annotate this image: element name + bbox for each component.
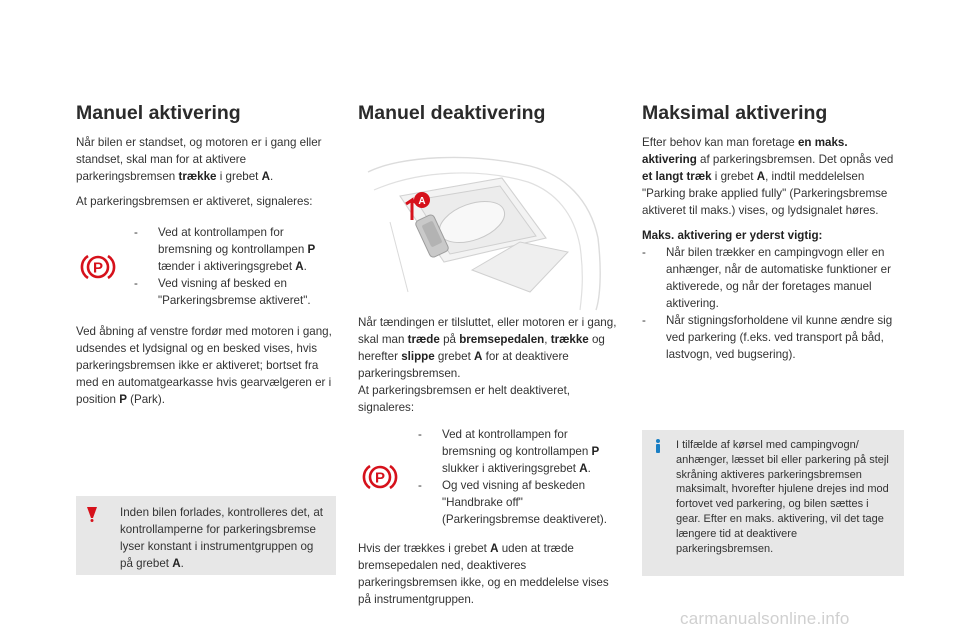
warning-icon xyxy=(84,506,100,522)
svg-text:P: P xyxy=(374,469,386,487)
column-manual-deactivation xyxy=(358,100,622,134)
info-box xyxy=(642,430,904,576)
max-important-list xyxy=(642,244,900,363)
brake-lever-illustration xyxy=(360,142,610,312)
heading-manual-deactivation: Manuel deaktivering xyxy=(358,102,546,124)
paragraph-door-warning: Ved åbning af venstre fordør med motoren i gang, udsendes et lydsignal og en besked vises, hvis parkeringsbremsen ikke er aktiveret; bortset fra med en automatgearkasse hvis gearvælgeren er i position P (Park). xyxy=(76,325,332,406)
deactivation-signal-list xyxy=(418,426,618,528)
svg-text:P: P xyxy=(92,259,104,276)
info-text: I tilfælde af kørsel med campingvogn/ anhænger, læsset bil eller parkering på stejl skråning aktiveres parkeringsbremsen maksimalt, hvorefter hjulene drejes ind mod fortovet ved parkering, og bilen sættes i gear. Efter en maks. aktivering, vil det tage længere tid at deaktivere parkeringsbremsen. xyxy=(676,439,889,555)
paragraph-signal-intro: At parkeringsbremsen er aktiveret, signaleres: xyxy=(76,195,313,208)
signal-list xyxy=(134,224,334,309)
list-item: - Ved visning af besked en "Parkeringsbremse aktiveret". xyxy=(134,277,311,307)
info-icon xyxy=(650,438,666,454)
paragraph-deactivation-intro: Når tændingen er tilsluttet, eller motoren er i gang, skal man træde på bremsepedalen, trække og herefter slippe grebet A for at deaktivere parkeringsbremsen. At parkeringsbremsen er helt deaktiveret, signaleres: xyxy=(358,316,617,414)
paragraph-pull-without-brake: Hvis der trækkes i grebet A uden at træde bremsepedalen ned, deaktiveres parkeringsbremsen ikke, og en meddelelse vises på instrumentgruppen. xyxy=(358,542,609,606)
list-item: - Når stigningsforholdene vil kunne ændre sig ved parkering (f.eks. ved transport på båd, lastvogn, ved bugsering). xyxy=(642,314,893,361)
paragraph-max-intro: Efter behov kan man foretage en maks. aktivering af parkeringsbremsen. Det opnås ved et langt træk i grebet A, indtil meddelelsen "Parking brake applied fully" (Parkeringsbremse aktiveret til maks.) vises, og lydsignalet høres. xyxy=(642,136,894,217)
warning-box xyxy=(76,496,336,575)
column-manual-activation xyxy=(76,100,340,416)
warning-text: Inden bilen forlades, kontrolleres det, at kontrollamperne for parkeringsbremse lyser konstant i instrumentgruppen og på grebet A. xyxy=(120,506,324,570)
list-item: - Ved at kontrollampen for bremsning og kontrollampen P slukker i aktiveringsgrebet A. xyxy=(418,428,600,475)
list-item: - Og ved visning af beskeden "Handbrake off" (Parkeringsbremse deaktiveret). xyxy=(418,479,607,526)
deactivation-signal-row xyxy=(358,426,622,528)
parking-brake-icon xyxy=(362,462,398,492)
list-item: - Når bilen trækker en campingvogn eller en anhænger, når de automatiske funktioner er aktiverede, og når der foretages manuel aktivering. xyxy=(642,246,891,310)
signal-row xyxy=(76,224,340,309)
paragraph-activation-intro: Når bilen er standset, og motoren er i gang eller standset, skal man for at aktivere parkeringsbremsen trække i grebet A. xyxy=(76,136,322,183)
column-deactivation-text xyxy=(358,314,622,616)
list-item: - Ved at kontrollampen for bremsning og kontrollampen P tænder i aktiveringsgrebet A. xyxy=(134,226,316,273)
column-maximum-activation xyxy=(642,100,904,363)
lever-label: A xyxy=(418,196,426,207)
heading-maximum-activation: Maksimal aktivering xyxy=(642,102,828,124)
heading-manual-activation: Manuel aktivering xyxy=(76,102,241,124)
footer-watermark: carmanualsonline.info xyxy=(680,609,850,628)
parking-brake-icon xyxy=(80,252,116,282)
subheading-max-important: Maks. aktivering er yderst vigtig: xyxy=(642,229,823,242)
